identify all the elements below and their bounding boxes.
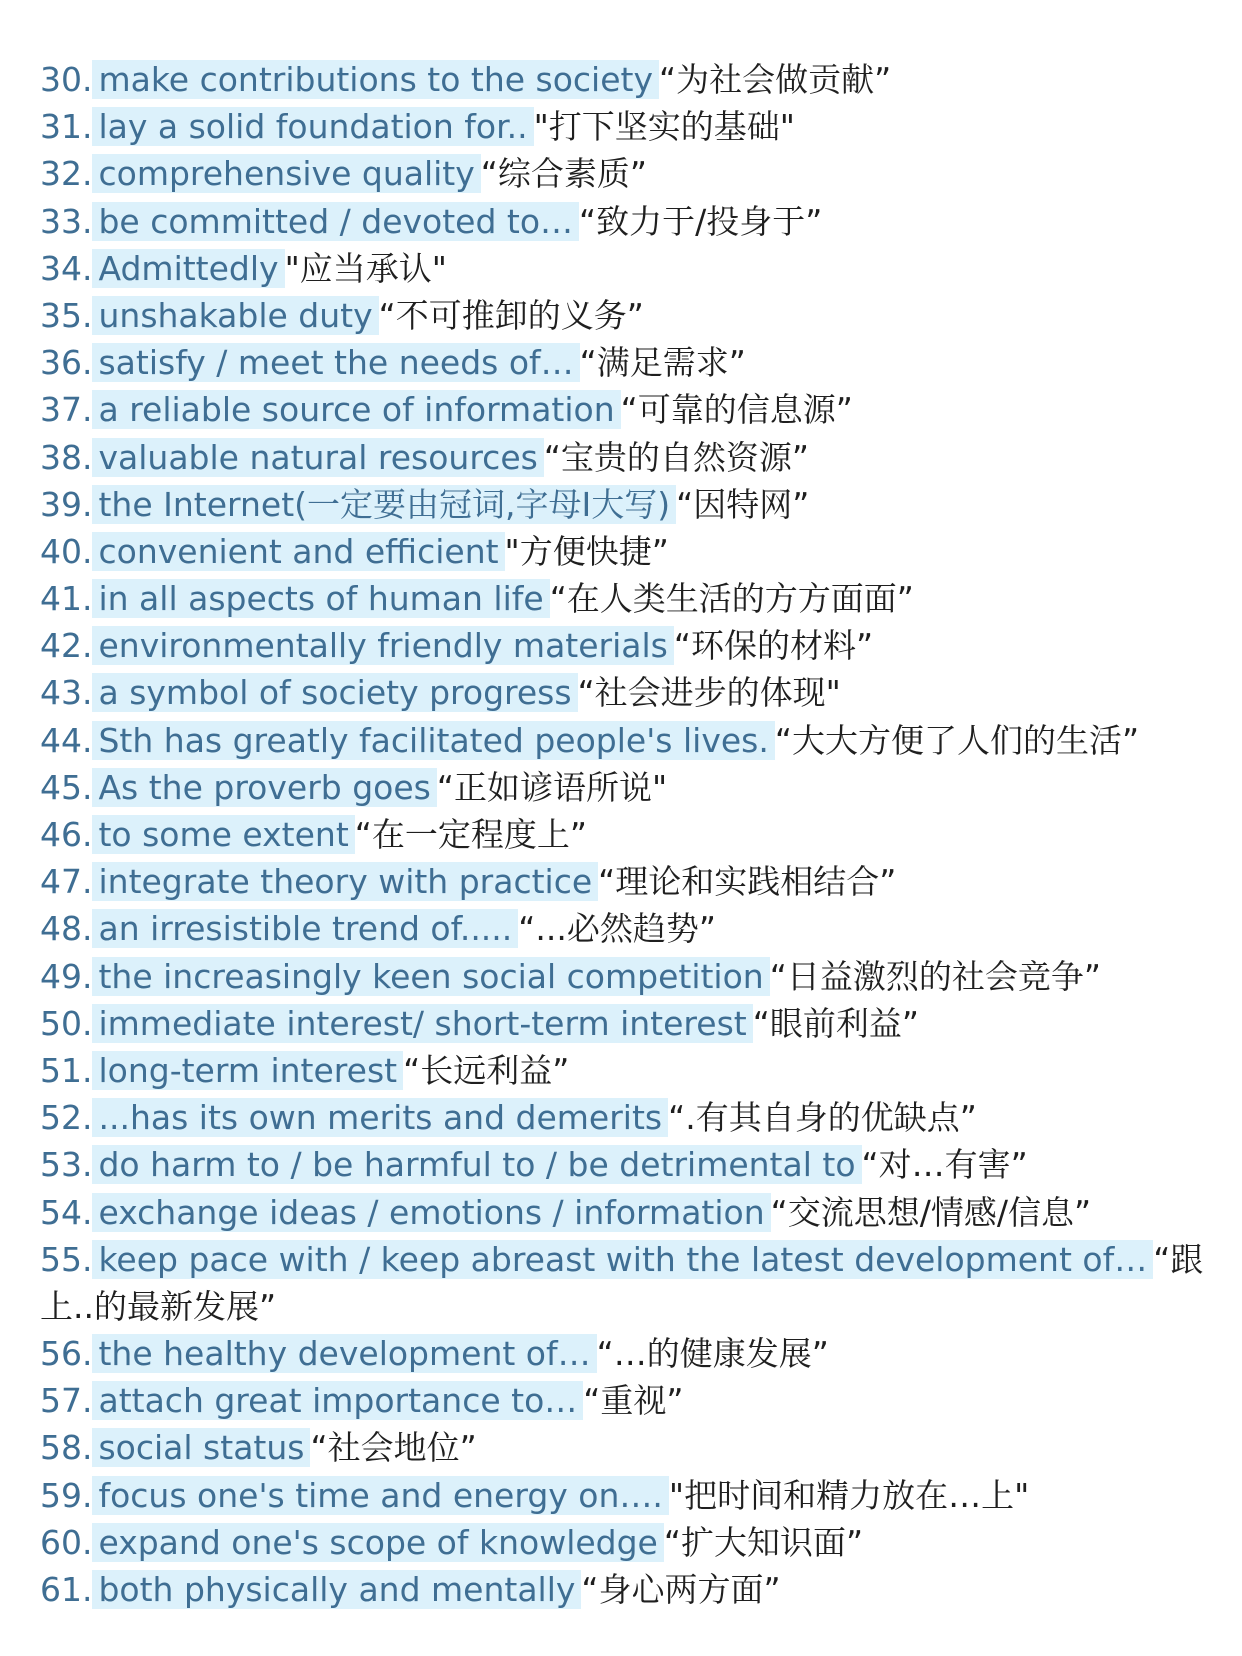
- list-item: [40, 669, 1220, 716]
- item-number: 60.: [40, 1522, 93, 1562]
- item-number: 45.: [40, 767, 93, 807]
- english-phrase: lay a solid foundation for..: [92, 107, 533, 146]
- item-number: 47.: [40, 862, 93, 902]
- english-phrase: environmentally friendly materials: [92, 626, 673, 665]
- chinese-translation: “社会地位”: [310, 1428, 477, 1468]
- english-phrase: in all aspects of human life: [92, 579, 549, 618]
- english-phrase: comprehensive quality: [92, 154, 480, 193]
- english-phrase: Admittedly: [92, 249, 284, 288]
- chinese-translation: “交流思想/情感/信息”: [770, 1192, 1092, 1232]
- item-number: 61.: [40, 1570, 93, 1610]
- chinese-translation: “重视”: [583, 1381, 684, 1421]
- chinese-translation: “...必然趋势”: [518, 909, 716, 949]
- chinese-translation: “宝贵的自然资源”: [543, 437, 810, 477]
- chinese-translation: “长远利益”: [403, 1050, 570, 1090]
- chinese-translation: "打下坚实的基础": [533, 107, 795, 147]
- chinese-translation: “…的健康发展”: [596, 1334, 829, 1374]
- chinese-translation: “综合素质”: [480, 154, 647, 194]
- item-number: 39.: [40, 484, 93, 524]
- list-item: [40, 339, 1220, 386]
- english-phrase: ...has its own merits and demerits: [92, 1098, 668, 1137]
- item-number: 32.: [40, 154, 93, 194]
- phrase-list: [40, 56, 1220, 1613]
- item-number: 56.: [40, 1334, 93, 1374]
- list-item: [40, 434, 1220, 481]
- list-item: [40, 1566, 1220, 1613]
- chinese-translation: “可靠的信息源”: [620, 390, 853, 430]
- list-item: [40, 1377, 1220, 1424]
- list-item: [40, 717, 1220, 764]
- list-item: [40, 386, 1220, 433]
- item-number: 36.: [40, 343, 93, 383]
- item-number: 30.: [40, 60, 93, 99]
- chinese-translation: “身心两方面”: [581, 1570, 781, 1610]
- item-number: 33.: [40, 201, 93, 241]
- chinese-translation: “满足需求”: [579, 343, 746, 383]
- chinese-translation: “.有其自身的优缺点”: [668, 1098, 977, 1138]
- chinese-translation: “不可推卸的义务”: [378, 295, 644, 335]
- chinese-translation: “环保的材料”: [673, 626, 874, 666]
- list-item: [40, 1000, 1220, 1047]
- list-item: [40, 622, 1220, 669]
- item-number: 43.: [40, 673, 93, 713]
- item-number: 48.: [40, 909, 93, 949]
- item-number: 40.: [40, 531, 93, 571]
- item-number: 34.: [40, 248, 93, 288]
- list-item: [40, 103, 1220, 150]
- list-item: [40, 481, 1220, 528]
- list-item: [40, 56, 1220, 103]
- chinese-translation: "方便快捷”: [504, 531, 669, 571]
- item-number: 44.: [40, 720, 93, 760]
- item-number: 38.: [40, 437, 93, 477]
- english-phrase: make contributions to the society: [92, 60, 659, 99]
- english-phrase: an irresistible trend of.....: [92, 909, 518, 948]
- list-item: [40, 1424, 1220, 1471]
- list-item: [40, 811, 1220, 858]
- item-number: 54.: [40, 1192, 93, 1232]
- english-phrase: the Internet(一定要由冠词,字母I大写): [92, 485, 676, 524]
- chinese-translation: “大大方便了人们的生活”: [774, 720, 1140, 760]
- item-number: 55.: [40, 1239, 93, 1279]
- english-phrase: expand one's scope of knowledge: [92, 1523, 663, 1562]
- list-item: [40, 150, 1220, 197]
- chinese-translation: “在一定程度上”: [354, 815, 587, 854]
- english-phrase: be committed / devoted to…: [92, 202, 579, 241]
- english-phrase: social status: [92, 1428, 310, 1467]
- item-number: 57.: [40, 1381, 93, 1421]
- english-phrase: to some extent: [92, 815, 354, 854]
- list-item: [40, 1189, 1220, 1236]
- item-number: 35.: [40, 295, 93, 335]
- chinese-translation: “正如谚语所说": [436, 767, 668, 807]
- english-phrase: As the proverb goes: [92, 768, 436, 807]
- english-phrase: keep pace with / keep abreast with the latest development of…: [92, 1240, 1153, 1279]
- english-phrase: both physically and mentally: [92, 1570, 581, 1609]
- list-item: [40, 575, 1220, 622]
- english-phrase: a symbol of society progress: [92, 673, 577, 712]
- list-item: [40, 1330, 1220, 1377]
- list-item: [40, 1472, 1220, 1519]
- list-item: [40, 528, 1220, 575]
- english-phrase: Sth has greatly facilitated people's lives.: [92, 721, 774, 760]
- english-phrase: satisfy / meet the needs of…: [92, 343, 579, 382]
- item-number: 51.: [40, 1050, 93, 1090]
- item-number: 41.: [40, 579, 93, 619]
- english-phrase: integrate theory with practice: [92, 862, 598, 901]
- item-number: 53.: [40, 1145, 93, 1185]
- item-number: 42.: [40, 626, 93, 666]
- chinese-translation: “为社会做贡献”: [659, 60, 892, 99]
- item-number: 58.: [40, 1428, 93, 1468]
- list-item: [40, 858, 1220, 905]
- english-phrase: valuable natural resources: [92, 438, 543, 477]
- list-item: [40, 1519, 1220, 1566]
- chinese-translation: “因特网”: [676, 484, 810, 524]
- list-item: [40, 1236, 1220, 1330]
- chinese-translation: “在人类生活的方方面面”: [549, 579, 914, 619]
- item-number: 46.: [40, 815, 93, 854]
- list-item: [40, 198, 1220, 245]
- list-item: [40, 1047, 1220, 1094]
- chinese-translation: "把时间和精力放在…上": [668, 1475, 1030, 1515]
- english-phrase: do harm to / be harmful to / be detrimental to: [92, 1145, 861, 1184]
- english-phrase: the increasingly keen social competition: [92, 957, 769, 996]
- english-phrase: a reliable source of information: [92, 390, 620, 429]
- english-phrase: the healthy development of…: [92, 1334, 596, 1373]
- list-item: [40, 245, 1220, 292]
- item-number: 52.: [40, 1098, 93, 1138]
- item-number: 37.: [40, 390, 93, 430]
- item-number: 59.: [40, 1475, 93, 1515]
- item-number: 50.: [40, 1003, 93, 1043]
- list-item: [40, 1094, 1220, 1141]
- english-phrase: convenient and efficient: [92, 532, 504, 571]
- list-item: [40, 764, 1220, 811]
- chinese-translation: “日益激烈的社会竞争”: [769, 956, 1101, 996]
- english-phrase: exchange ideas / emotions / information: [92, 1193, 770, 1232]
- chinese-translation: “跟上..的最新发展”: [40, 1239, 1204, 1326]
- list-item: [40, 953, 1220, 1000]
- item-number: 49.: [40, 956, 93, 996]
- list-item: [40, 905, 1220, 952]
- chinese-translation: “对…有害”: [861, 1145, 1028, 1185]
- chinese-translation: “社会进步的体现": [577, 673, 841, 713]
- english-phrase: focus one's time and energy on….: [92, 1476, 668, 1515]
- english-phrase: immediate interest/ short-term interest: [92, 1004, 752, 1043]
- list-item: [40, 292, 1220, 339]
- list-item: [40, 1141, 1220, 1188]
- item-number: 31.: [40, 107, 93, 147]
- english-phrase: long-term interest: [92, 1051, 403, 1090]
- chinese-translation: “扩大知识面”: [663, 1522, 864, 1562]
- chinese-translation: “理论和实践相结合”: [598, 862, 897, 902]
- english-phrase: unshakable duty: [92, 296, 378, 335]
- chinese-translation: “致力于/投身于”: [579, 201, 823, 241]
- chinese-translation: "应当承认": [284, 248, 447, 288]
- english-phrase: attach great importance to…: [92, 1381, 583, 1420]
- chinese-translation: “眼前利益”: [752, 1003, 919, 1043]
